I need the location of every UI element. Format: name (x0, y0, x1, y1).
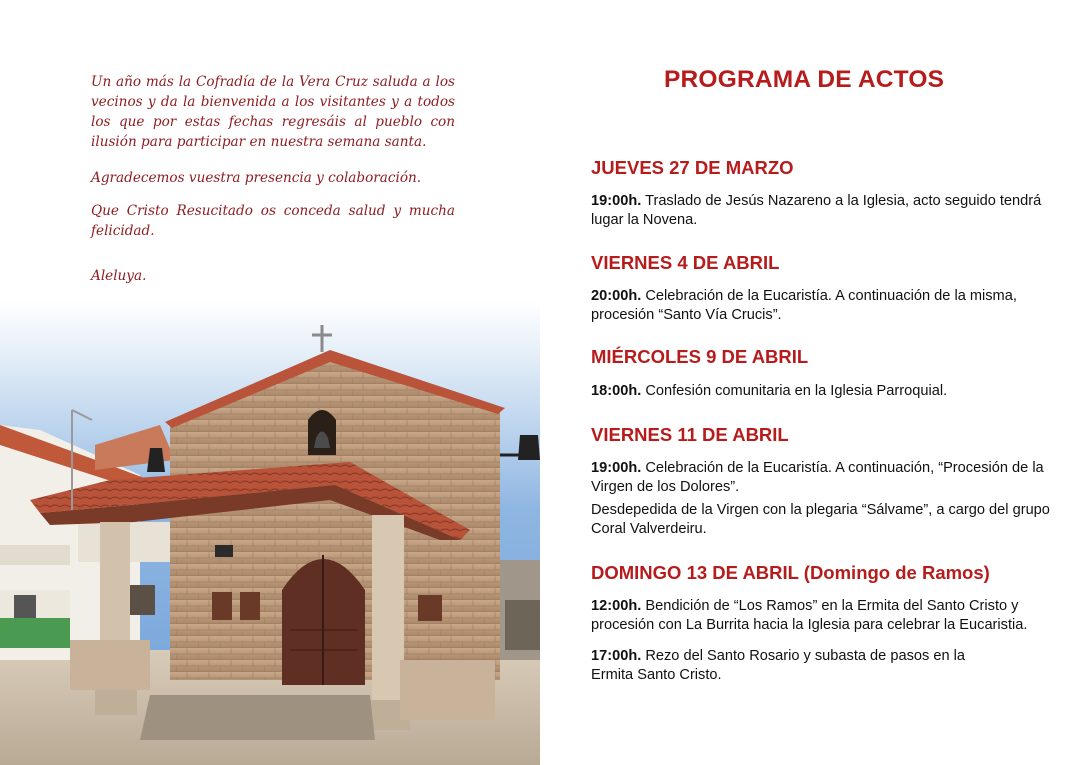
greeting-paragraph: Agradecemos vuestra presencia y colaboración. (91, 170, 422, 186)
event-item (591, 597, 1059, 634)
event-item (591, 501, 1059, 538)
event-text: Celebración de la Eucaristía. A continuación de la misma, procesión “Santo Vía Crucis”. (591, 288, 1017, 323)
greeting-text (91, 72, 455, 286)
event-time: 18:00h. (591, 383, 642, 399)
greeting-paragraph: Aleluya. (91, 268, 147, 284)
event-item (591, 287, 1059, 324)
event-text: Celebración de la Eucaristía. A continuación, “Procesión de la Virgen de los Dolores”. (591, 460, 1044, 495)
day-heading: DOMINGO 13 DE ABRIL (Domingo de Ramos) (591, 562, 990, 583)
event-text: Desdepedida de la Virgen con la plegaria “Sálvame”, a cargo del grupo Coral Valverdeiru. (591, 502, 1050, 537)
event-item (591, 382, 1059, 401)
event-time: 19:00h. (591, 193, 642, 209)
event-time: 19:00h. (591, 460, 642, 476)
event-text: Bendición de “Los Ramos” en la Ermita del Santo Cristo y procesión con La Burrita hacia la Iglesia para celebrar la Eucaristia. (591, 598, 1028, 633)
event-text: Traslado de Jesús Nazareno a la Iglesia, acto seguido tendrá lugar la Novena. (591, 193, 1042, 228)
right-panel (540, 0, 1080, 765)
greeting-paragraph: Un año más la Cofradía de la Vera Cruz saluda a los vecinos y da la bienvenida a los visitantes y a todos los que por estas fechas regresáis al pueblo con ilusión para participar en nuestra semana santa. (91, 74, 455, 150)
event-item (591, 192, 1059, 229)
event-time: 12:00h. (591, 598, 642, 614)
day-heading: VIERNES 4 DE ABRIL (591, 252, 780, 273)
event-time: 17:00h. (591, 648, 642, 664)
chapel-photo (0, 300, 540, 765)
event-time: 20:00h. (591, 288, 642, 304)
event-item (591, 647, 991, 684)
day-heading: VIERNES 11 DE ABRIL (591, 424, 789, 445)
day-heading: JUEVES 27 DE MARZO (591, 157, 794, 178)
event-text: Rezo del Santo Rosario y subasta de pasos en la Ermita Santo Cristo. (591, 648, 965, 683)
event-item (591, 459, 1059, 496)
greeting-paragraph: Que Cristo Resucitado os conceda salud y mucha felicidad. (91, 203, 455, 239)
day-heading: MIÉRCOLES 9 DE ABRIL (591, 346, 809, 367)
event-text: Confesión comunitaria en la Iglesia Parroquial. (641, 383, 948, 399)
program-title: PROGRAMA DE ACTOS (664, 66, 945, 93)
